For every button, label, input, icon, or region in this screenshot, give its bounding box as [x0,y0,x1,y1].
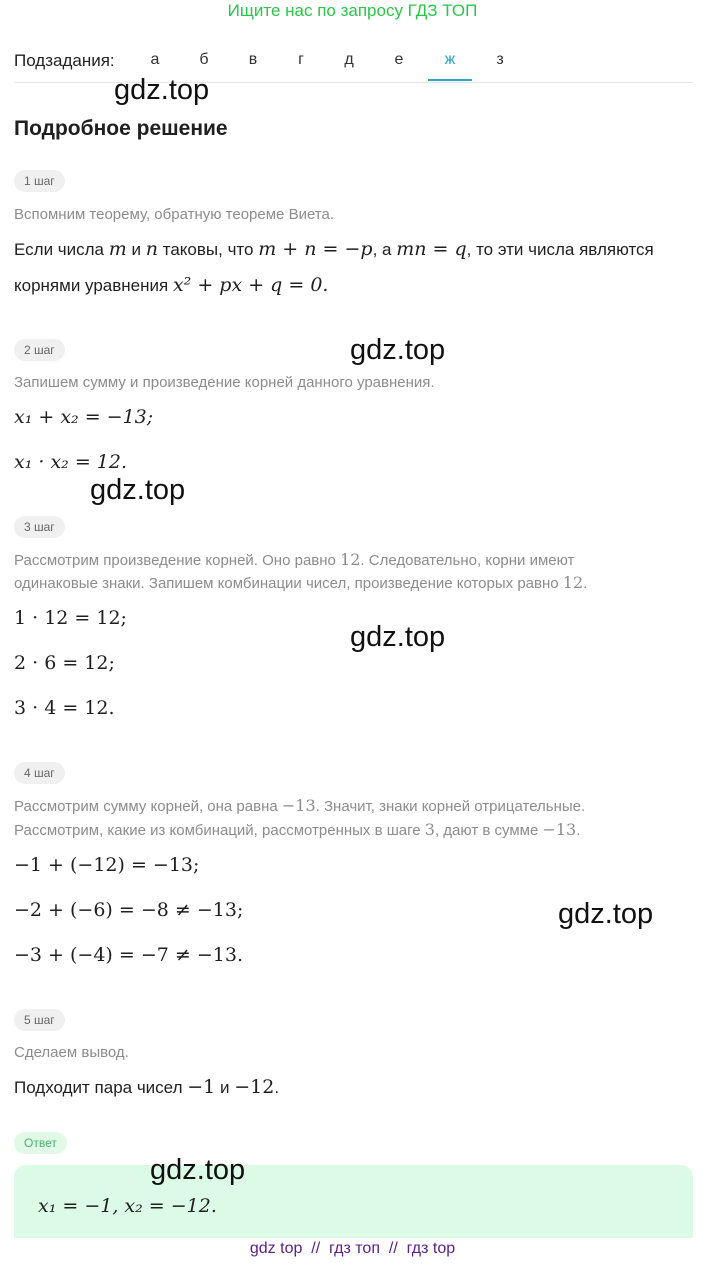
tab-v[interactable]: в [248,51,258,68]
step-hint: Сделаем вывод. [14,1044,129,1061]
step-hint: Рассмотрим, какие из комбинаций, рассмотренных в шаге 3, дают в сумме −13. [14,820,581,839]
math-line: −3 + (−4) = −7 ≠ −13. [14,944,243,966]
step-hint: Рассмотрим произведение корней. Оно равно 12. Следовательно, корни имеют [14,550,575,569]
math-line: −2 + (−6) = −8 ≠ −13; [14,899,244,921]
answer-badge: Ответ [14,1132,67,1154]
theorem-line-1: Если числа m и n таковы, что m + n = −p, а mn = q, то эти числа являются [14,238,654,260]
step-badge: 5 шаг [14,1009,65,1031]
math-line: 1 · 12 = 12; [14,607,127,629]
answer-text: x₁ = −1, x₂ = −12. [38,1195,217,1217]
watermark: gdz.top [350,621,446,653]
watermark: gdz.top [90,474,186,506]
step-hint: одинаковые знаки. Запишем комбинации чисел, произведение которых равно 12. [14,573,588,592]
step-badge: 4 шаг [14,762,65,784]
step-badge: 3 шаг [14,516,65,538]
tab-g[interactable]: г [298,51,304,68]
tabs-label: Подзадания: [14,51,115,70]
tab-zh[interactable]: ж [428,51,472,81]
tab-b[interactable]: б [199,51,209,68]
watermark: gdz.top [350,334,446,366]
math-line: 2 · 6 = 12; [14,652,115,674]
watermark: gdz.top [558,898,654,930]
conclusion-line: Подходит пара чисел −1 и −12. [14,1076,280,1098]
footer-links[interactable]: gdz top // гдз топ // гдз top [249,1240,456,1257]
step-badge: 1 шаг [14,170,65,192]
math-line: 3 · 4 = 12. [14,697,115,719]
theorem-line-2: корнями уравнения x² + px + q = 0. [14,274,329,296]
watermark: gdz.top [114,74,210,106]
math-line: −1 + (−12) = −13; [14,854,200,876]
math-line: x₁ · x₂ = 12. [14,451,127,473]
step-hint: Рассмотрим сумму корней, она равна −13. Значит, знаки корней отрицательные. [14,796,586,815]
step-hint: Запишем сумму и произведение корней данного уравнения. [14,374,435,391]
math-line: x₁ + x₂ = −13; [14,406,154,428]
tab-d[interactable]: д [344,51,354,68]
step-hint: Вспомним теорему, обратную теореме Виета. [14,206,335,223]
answer-box [14,1165,693,1238]
watermark: gdz.top [150,1154,246,1186]
tab-e[interactable]: е [394,51,404,68]
tab-a[interactable]: а [150,51,160,68]
promo-banner: Ищите нас по запросу ГДЗ ТОП [227,1,478,20]
page-title: Подробное решение [14,117,228,140]
step-badge: 2 шаг [14,339,65,361]
tab-z[interactable]: з [496,51,504,68]
